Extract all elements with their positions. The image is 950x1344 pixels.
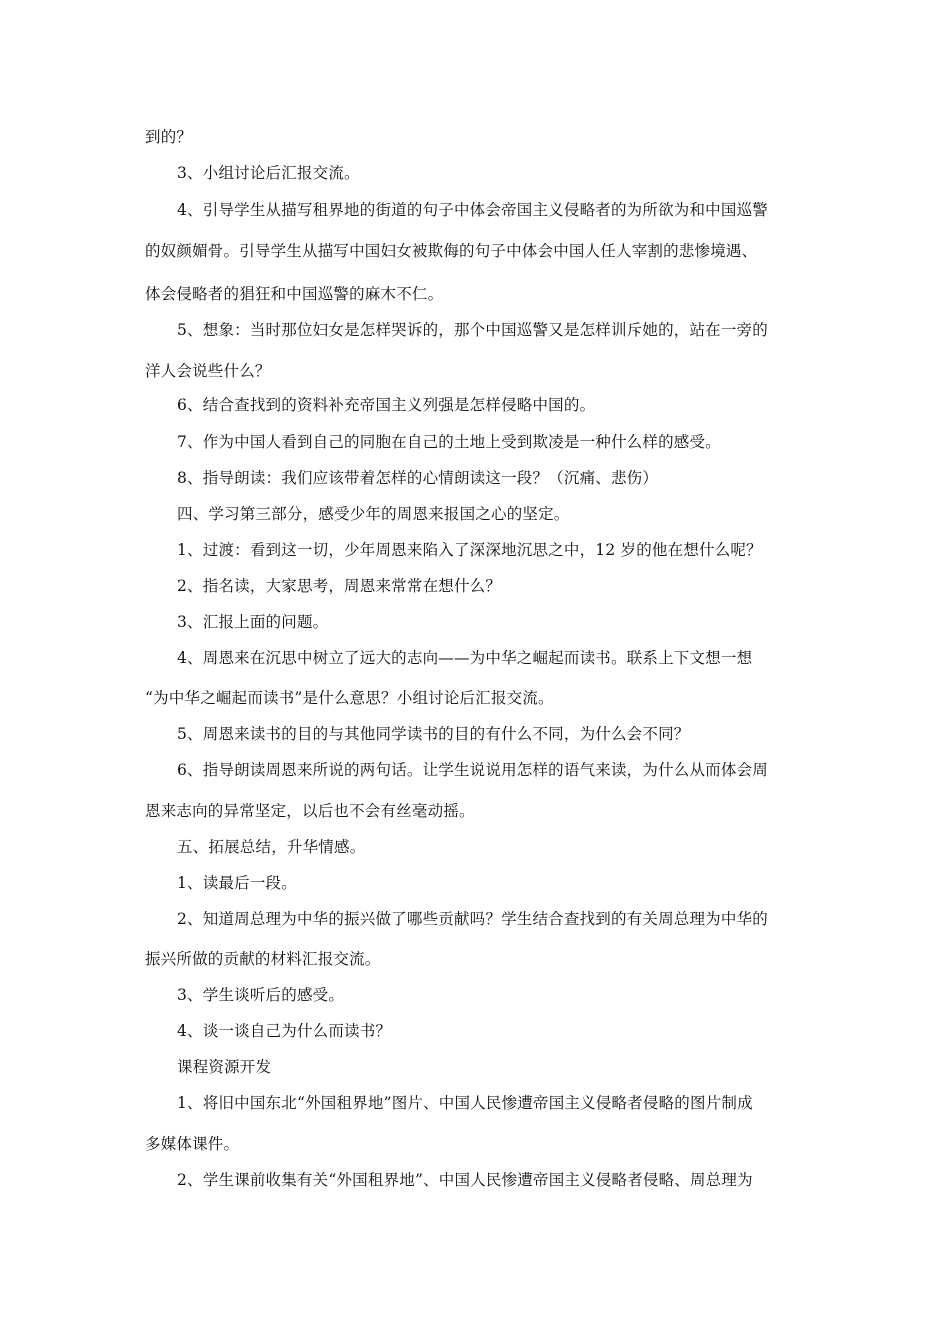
text-line: 2、指名读，大家思考，周恩来常常在想什么？ [177,577,502,595]
text-line: 1、过渡：看到这一切，少年周恩来陷入了深深地沉思之中，12 岁的他在想什么呢？ [177,541,762,559]
text-line: 体会侵略者的猖狂和中国巡警的麻木不仁。 [145,285,444,303]
text-line: 恩来志向的异常坚定，以后也不会有丝毫动摇。 [145,802,475,820]
text-line: 的奴颜媚骨。引导学生从描写中国妇女被欺侮的句子中体会中国人任人宰割的悲惨境遇、 [145,242,758,260]
text-line: 洋人会说些什么？ [145,362,271,380]
section-heading: 四、学习第三部分，感受少年的周恩来报国之心的坚定。 [177,505,570,523]
section-heading: 课程资源开发 [177,1058,272,1076]
text-line: 振兴所做的贡献的材料汇报交流。 [145,950,381,968]
text-line: 3、学生谈听后的感受。 [177,986,345,1004]
text-line: 5、想象：当时那位妇女是怎样哭诉的，那个中国巡警又是怎样训斥她的，站在一旁的 [177,321,768,339]
text-line: 3、小组讨论后汇报交流。 [177,164,360,182]
text-line: 2、知道周总理为中华的振兴做了哪些贡献吗？学生结合查找到的有关周总理为中华的 [177,910,768,928]
text-line: 2、学生课前收集有关“外国租界地”、中国人民惨遭帝国主义侵略者侵略、周总理为 [177,1171,753,1189]
text-line: 3、汇报上面的问题。 [177,613,329,631]
text-line: 1、读最后一段。 [177,874,297,892]
text-line: 多媒体课件。 [145,1135,240,1153]
text-line: 6、结合查找到的资料补充帝国主义列强是怎样侵略中国的。 [177,396,596,414]
text-line: 8、指导朗读：我们应该带着怎样的心情朗读这一段？（沉痛、悲伤） [177,469,659,487]
section-heading: 五、拓展总结，升华情感。 [177,838,366,856]
text-line: 1、将旧中国东北“外国租界地”图片、中国人民惨遭帝国主义侵略者侵略的图片制成 [177,1094,753,1112]
text-line: “为中华之崛起而读书”是什么意思？小组讨论后汇报交流。 [145,689,554,707]
text-line: 5、周恩来读书的目的与其他同学读书的目的有什么不同，为什么会不同？ [177,725,690,743]
text-line: 6、指导朗读周恩来所说的两句话。让学生说说用怎样的语气来读，为什么从而体会周 [177,761,768,779]
text-line: 4、谈一谈自己为什么而读书？ [177,1022,392,1040]
text-line: 4、引导学生从描写租界地的街道的句子中体会帝国主义侵略者的为所欲为和中国巡警 [177,201,768,219]
text-line: 7、作为中国人看到自己的同胞在自己的土地上受到欺凌是一种什么样的感受。 [177,433,721,451]
text-line: 到的？ [145,128,193,146]
text-line: 4、周恩来在沉思中树立了远大的志向——为中华之崛起而读书。联系上下文想一想 [177,649,753,667]
